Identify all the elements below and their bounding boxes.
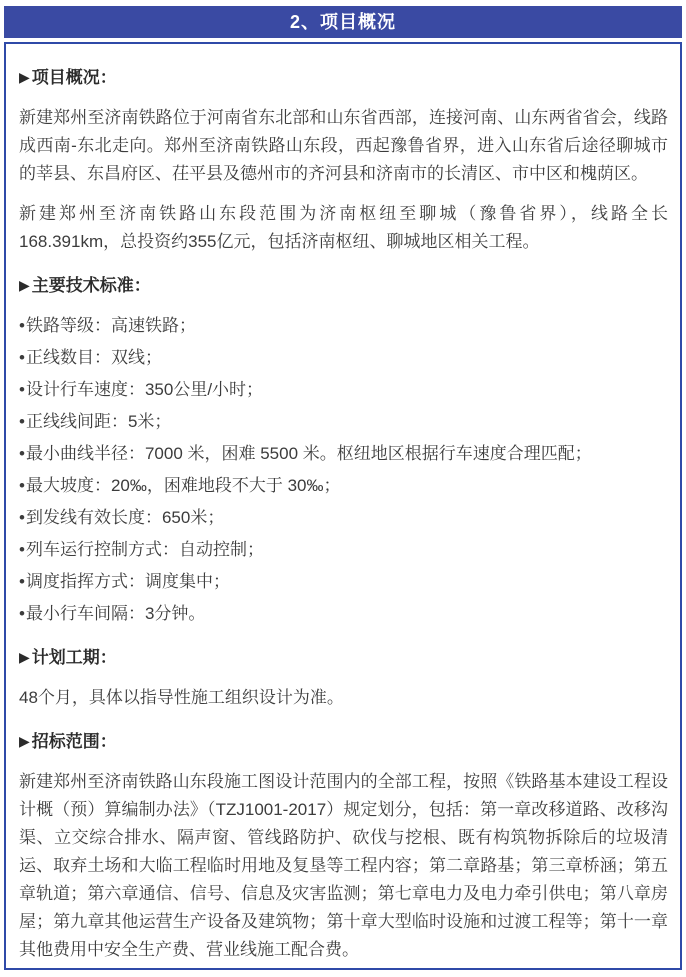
section-text: 正线数目：双线； [25, 348, 162, 367]
section-heading [19, 272, 668, 300]
arrow-marker-icon: ▶ [19, 277, 30, 293]
bullet-marker-icon: • [19, 380, 25, 399]
section-text: 最小行车间隔：3分钟。 [25, 604, 206, 623]
section-text: 48个月，具体以指导性施工组织设计为准。 [19, 688, 344, 707]
bullet-item [19, 600, 668, 628]
section-text: 新建郑州至济南铁路山东段范围为济南枢纽至聊城（豫鲁省界），线路全长168.391km，总投资约355亿元，包括济南枢纽、聊城地区相关工程。 [19, 204, 668, 251]
bullet-marker-icon: • [19, 316, 25, 335]
bullet-item [19, 408, 668, 436]
section-text: 调度指挥方式：调度集中； [25, 572, 230, 591]
bullet-item [19, 504, 668, 532]
arrow-marker-icon: ▶ [19, 649, 30, 665]
section-text: 计划工期： [31, 648, 117, 667]
bullet-marker-icon: • [19, 476, 25, 495]
paragraph [19, 684, 668, 712]
section-heading [19, 644, 668, 672]
paragraph [19, 104, 668, 188]
document-body [4, 42, 682, 970]
section-text: 正线线间距：5米； [25, 412, 172, 431]
paragraph [19, 200, 668, 256]
section-heading [19, 64, 668, 92]
arrow-marker-icon: ▶ [19, 733, 30, 749]
bullet-item [19, 568, 668, 596]
bullet-marker-icon: • [19, 444, 25, 463]
bullet-item [19, 536, 668, 564]
section-text: 主要技术标准： [31, 276, 151, 295]
section-heading [19, 728, 668, 756]
section-text: 最大坡度：20‰，困难地段不大于 30‰； [25, 476, 341, 495]
section-text: 项目概况： [31, 68, 117, 87]
bullet-item [19, 440, 668, 468]
section-text: 铁路等级：高速铁路； [25, 316, 196, 335]
bullet-item [19, 312, 668, 340]
section-text: 最小曲线半径：7000 米，困难 5500 米。枢纽地区根据行车速度合理匹配； [25, 444, 592, 463]
paragraph [19, 768, 668, 964]
bullet-item [19, 472, 668, 500]
bullet-marker-icon: • [19, 412, 25, 431]
section-title-bar: 2、项目概况 [4, 6, 682, 38]
section-text: 设计行车速度：350公里/小时； [25, 380, 264, 399]
section-text: 招标范围： [31, 732, 117, 751]
bullet-marker-icon: • [19, 572, 25, 591]
section-text: 列车运行控制方式：自动控制； [25, 540, 264, 559]
arrow-marker-icon: ▶ [19, 69, 30, 85]
bullet-item [19, 344, 668, 372]
bullet-marker-icon: • [19, 540, 25, 559]
section-text: 新建郑州至济南铁路山东段施工图设计范围内的全部工程，按照《铁路基本建设工程设计概（预）算编制办法》（TZJ1001-2017）规定划分，包括：第一章改移道路、改移沟渠、立交综合排水、隔声窗、管线路防护、砍伐与挖根、既有构筑物拆除后的垃圾清运、取弃土场和大临工程临时用地及复垦等工程内容；第二章路基；第三章桥涵；第五章轨道；第六章通信、信号、信息及灾害监测；第七章电力及电力牵引供电；第八章房屋；第九章其他运营生产设备及建筑物；第十章大型临时设施和过渡工程等；第十一章其他费用中安全生产费、营业线施工配合费。 [19, 772, 668, 959]
bullet-item [19, 376, 668, 404]
section-text: 新建郑州至济南铁路位于河南省东北部和山东省西部，连接河南、山东两省省会，线路成西南-东北走向。郑州至济南铁路山东段，西起豫鲁省界，进入山东省后途径聊城市的莘县、东昌府区、茌平县及德州市的齐河县和济南市的长清区、市中区和槐荫区。 [19, 108, 668, 183]
bullet-marker-icon: • [19, 508, 25, 527]
bullet-marker-icon: • [19, 348, 25, 367]
bullet-marker-icon: • [19, 604, 25, 623]
section-text: 到发线有效长度：650米； [25, 508, 225, 527]
